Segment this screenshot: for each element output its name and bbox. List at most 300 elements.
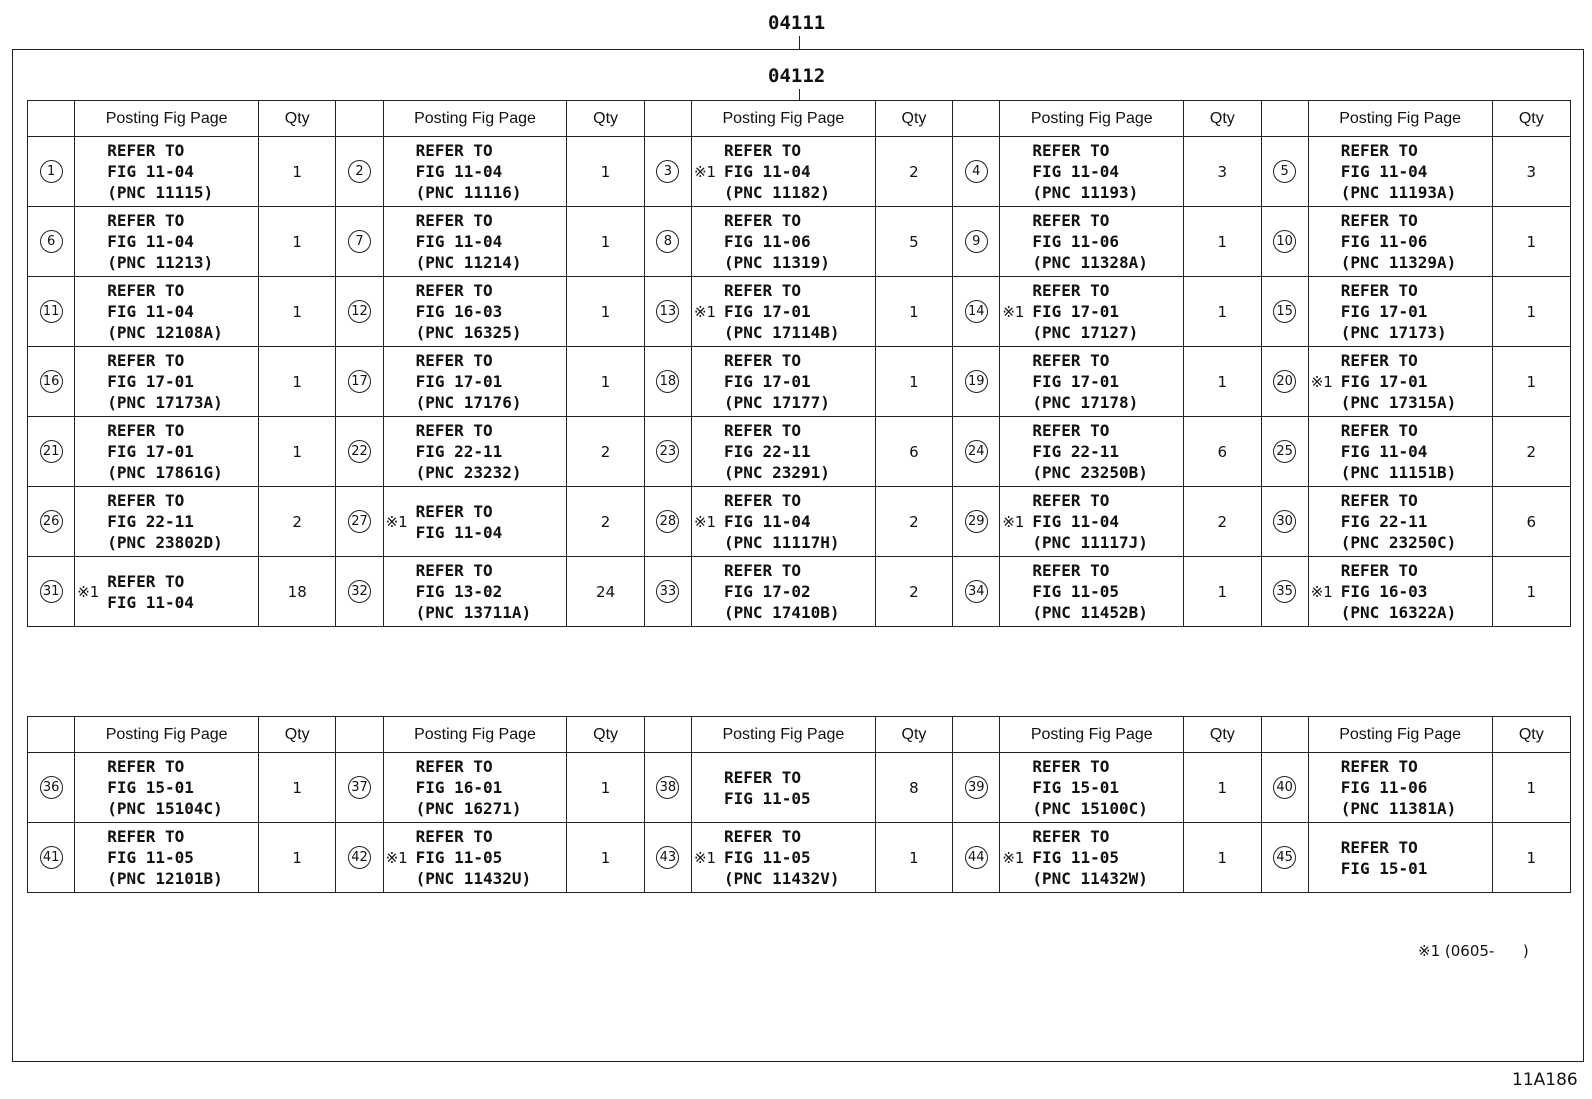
reference-text [1333, 280, 1447, 343]
qty-cell: 2 [875, 557, 952, 627]
reference-line: (PNC 23802D) [107, 533, 223, 552]
item-number-cell [644, 487, 691, 557]
reference-line: FIG 11-04 [107, 592, 194, 612]
item-number: 14 [965, 300, 988, 323]
posting-fig-page-cell [383, 277, 567, 347]
item-number: 35 [1273, 580, 1296, 603]
header-blank [1261, 101, 1308, 137]
qty-cell: 2 [875, 487, 952, 557]
header-posting-fig-page: Posting Fig Page [383, 101, 567, 137]
reference-line: REFER TO [1340, 421, 1418, 440]
item-number: 19 [965, 370, 988, 393]
reference-line: REFER TO [723, 827, 802, 846]
reference-text [716, 420, 830, 483]
reference-text [99, 140, 213, 203]
reference-line: (PNC 17173) [1340, 323, 1447, 342]
qty-cell: 8 [875, 753, 952, 823]
reference-text [1333, 210, 1457, 273]
qty-cell: 1 [1184, 823, 1261, 893]
reference-line: (PNC 11115) [107, 183, 214, 202]
reference-text [99, 826, 223, 889]
item-number: 33 [656, 580, 679, 603]
qty-cell: 1 [259, 753, 336, 823]
reference-text [1333, 350, 1457, 413]
reference-text [1024, 826, 1148, 889]
qty-cell: 1 [875, 277, 952, 347]
item-number: 2 [348, 160, 371, 183]
reference-line: (PNC 16325) [415, 323, 522, 342]
reference-line: (PNC 11117J) [1032, 533, 1148, 552]
reference-text [716, 560, 840, 623]
reference-line: REFER TO [723, 351, 802, 370]
reference-line: REFER TO [723, 141, 802, 160]
item-number-cell [1261, 753, 1308, 823]
reference-line: FIG 11-05 [723, 788, 811, 808]
item-number: 7 [348, 230, 371, 253]
reference-line: FIG 17-01 [723, 302, 811, 321]
posting-fig-page-cell [383, 823, 567, 893]
reference-line: FIG 11-05 [1032, 582, 1120, 601]
reference-text [408, 756, 522, 819]
reference-line: REFER TO [1340, 351, 1418, 370]
posting-fig-page-cell [75, 277, 259, 347]
reference-line: FIG 17-01 [415, 372, 503, 391]
header-blank [28, 101, 75, 137]
item-number: 5 [1273, 160, 1296, 183]
posting-fig-page-cell [383, 753, 567, 823]
item-number-cell [336, 277, 383, 347]
posting-fig-page-cell [1000, 823, 1184, 893]
reference-line: REFER TO [1032, 141, 1110, 160]
item-number: 17 [348, 370, 371, 393]
table-row [28, 137, 1571, 207]
posting-fig-page-cell [75, 753, 259, 823]
reference-line: FIG 11-05 [723, 848, 811, 867]
reference-line: REFER TO [1032, 757, 1110, 776]
item-number-cell [336, 347, 383, 417]
reference-line: (PNC 11116) [415, 183, 522, 202]
qty-cell: 1 [1184, 277, 1261, 347]
posting-fig-page-cell [383, 207, 567, 277]
footnote: ※1 (0605- ) [1418, 942, 1529, 960]
reference-line: FIG 11-06 [1340, 778, 1428, 797]
qty-cell: 1 [567, 207, 644, 277]
item-number-cell [953, 557, 1000, 627]
reference-text [716, 350, 830, 413]
reference-text [408, 826, 532, 889]
qty-cell: 1 [1492, 347, 1570, 417]
table-row [28, 277, 1571, 347]
item-number-cell [336, 207, 383, 277]
item-number: 6 [40, 230, 63, 253]
item-number: 27 [348, 510, 371, 533]
leader-line-04112 [799, 89, 800, 100]
reference-line: FIG 17-01 [1340, 372, 1428, 391]
item-number: 13 [656, 300, 679, 323]
posting-fig-page-cell [691, 137, 875, 207]
reference-text [1024, 420, 1148, 483]
item-number: 39 [965, 776, 988, 799]
posting-fig-page-cell [75, 137, 259, 207]
posting-fig-page-cell [75, 347, 259, 417]
table-row [28, 487, 1571, 557]
reference-line: (PNC 17173A) [107, 393, 223, 412]
posting-fig-page-cell [75, 417, 259, 487]
item-number-cell [644, 137, 691, 207]
posting-fig-page-cell [691, 557, 875, 627]
reference-line: (PNC 13711A) [415, 603, 532, 622]
reference-text [1333, 837, 1428, 879]
table-row [28, 207, 1571, 277]
item-number: 41 [40, 846, 63, 869]
reference-line: FIG 11-04 [723, 162, 811, 181]
posting-fig-page-cell [1308, 487, 1492, 557]
posting-fig-page-cell [691, 487, 875, 557]
reference-line: FIG 11-04 [107, 302, 194, 321]
reference-line: REFER TO [1032, 211, 1110, 230]
reference-line: (PNC 23250B) [1032, 463, 1148, 482]
reference-line: REFER TO [1032, 561, 1110, 580]
reference-text [99, 490, 223, 553]
note-mark: ※1 [693, 302, 717, 321]
reference-line: FIG 22-11 [1340, 512, 1428, 531]
reference-text [716, 490, 840, 553]
posting-fig-page-cell [1308, 347, 1492, 417]
item-number-cell [28, 137, 75, 207]
item-number: 38 [656, 776, 679, 799]
reference-line: REFER TO [415, 421, 493, 440]
reference-text [716, 826, 840, 889]
reference-line: FIG 11-04 [1340, 162, 1428, 181]
reference-line: (PNC 17114B) [723, 323, 840, 342]
item-number: 18 [656, 370, 679, 393]
item-number: 10 [1273, 230, 1296, 253]
item-number-cell [644, 347, 691, 417]
reference-text [99, 210, 213, 273]
qty-cell: 1 [567, 347, 644, 417]
label-04112: 04112 [768, 65, 826, 87]
reference-line: (PNC 11328A) [1032, 253, 1148, 272]
reference-line: (PNC 11151B) [1340, 463, 1457, 482]
qty-cell: 18 [259, 557, 336, 627]
reference-line: (PNC 11117H) [723, 533, 840, 552]
reference-line: FIG 22-11 [723, 442, 811, 461]
note-mark: ※1 [385, 512, 408, 531]
qty-cell: 1 [1184, 753, 1261, 823]
reference-line: (PNC 11214) [415, 253, 522, 272]
qty-cell: 1 [567, 277, 644, 347]
reference-line: FIG 11-06 [1032, 232, 1120, 251]
reference-line: (PNC 16322A) [1340, 603, 1457, 622]
reference-line: FIG 11-04 [1032, 512, 1120, 531]
item-number-cell [28, 347, 75, 417]
reference-line: FIG 13-02 [415, 582, 503, 601]
reference-line: FIG 11-04 [415, 522, 503, 542]
header-posting-fig-page: Posting Fig Page [75, 101, 259, 137]
reference-line: REFER TO [1340, 211, 1418, 230]
reference-line: FIG 11-04 [1340, 442, 1428, 461]
reference-line: REFER TO [723, 281, 802, 300]
reference-text [408, 420, 522, 483]
posting-fig-page-cell [691, 753, 875, 823]
reference-line: REFER TO [415, 827, 493, 846]
reference-text [408, 560, 532, 623]
item-number-cell [28, 207, 75, 277]
item-number-cell [1261, 137, 1308, 207]
header-qty: Qty [1184, 101, 1261, 137]
reference-line: FIG 16-01 [415, 778, 503, 797]
item-number-cell [336, 557, 383, 627]
posting-fig-page-cell [1000, 557, 1184, 627]
reference-line: (PNC 11193A) [1340, 183, 1457, 202]
reference-line: REFER TO [415, 281, 493, 300]
reference-line: (PNC 17176) [415, 393, 522, 412]
reference-line: (PNC 11193) [1032, 183, 1139, 202]
reference-line: FIG 11-04 [107, 232, 194, 251]
posting-fig-page-cell [1308, 137, 1492, 207]
item-number: 29 [965, 510, 988, 533]
reference-line: REFER TO [723, 421, 802, 440]
posting-fig-page-cell [1000, 753, 1184, 823]
posting-fig-page-cell [383, 137, 567, 207]
reference-line: (PNC 17178) [1032, 393, 1139, 412]
qty-cell: 1 [1492, 557, 1570, 627]
item-number: 34 [965, 580, 988, 603]
item-number: 42 [348, 846, 371, 869]
qty-cell: 1 [875, 347, 952, 417]
header-qty: Qty [1492, 717, 1570, 753]
posting-fig-page-cell [75, 823, 259, 893]
reference-text [408, 501, 503, 543]
posting-fig-page-cell [383, 557, 567, 627]
item-number: 15 [1273, 300, 1296, 323]
reference-line: REFER TO [107, 757, 185, 776]
reference-text [408, 140, 522, 203]
reference-text [1333, 560, 1457, 623]
reference-line: (PNC 11329A) [1340, 253, 1457, 272]
header-qty: Qty [875, 101, 952, 137]
reference-line: FIG 17-01 [1032, 302, 1120, 321]
note-mark: ※1 [693, 162, 717, 181]
reference-text [1333, 490, 1457, 553]
reference-line: REFER TO [1340, 757, 1418, 776]
reference-line: FIG 11-05 [107, 848, 194, 867]
header-blank [1261, 717, 1308, 753]
qty-cell: 1 [567, 823, 644, 893]
reference-line: REFER TO [723, 491, 802, 510]
reference-line: REFER TO [107, 421, 185, 440]
item-number-cell [28, 557, 75, 627]
item-number: 22 [348, 440, 371, 463]
qty-cell: 2 [875, 137, 952, 207]
reference-line: FIG 22-11 [107, 512, 194, 531]
header-blank [28, 717, 75, 753]
header-posting-fig-page: Posting Fig Page [1000, 101, 1184, 137]
table-row [28, 753, 1571, 823]
reference-text [408, 350, 522, 413]
header-posting-fig-page: Posting Fig Page [1308, 101, 1492, 137]
reference-line: FIG 11-04 [107, 162, 194, 181]
item-number: 23 [656, 440, 679, 463]
item-number: 16 [40, 370, 63, 393]
qty-cell: 1 [1492, 823, 1570, 893]
qty-cell: 1 [1492, 207, 1570, 277]
qty-cell: 5 [875, 207, 952, 277]
reference-line: FIG 11-05 [1032, 848, 1120, 867]
qty-cell: 1 [259, 347, 336, 417]
header-qty: Qty [1492, 101, 1570, 137]
table-row [28, 823, 1571, 893]
item-number-cell [644, 753, 691, 823]
qty-cell: 1 [875, 823, 952, 893]
qty-cell: 6 [1184, 417, 1261, 487]
qty-cell: 1 [567, 753, 644, 823]
reference-line: (PNC 17177) [723, 393, 830, 412]
reference-line: FIG 11-06 [1340, 232, 1428, 251]
reference-line: (PNC 11452B) [1032, 603, 1148, 622]
posting-fig-page-cell [1000, 137, 1184, 207]
posting-fig-page-cell [1308, 753, 1492, 823]
reference-line: REFER TO [1340, 281, 1418, 300]
reference-text [1024, 210, 1148, 273]
header-qty: Qty [259, 101, 336, 137]
reference-line: (PNC 17861G) [107, 463, 223, 482]
reference-line: (PNC 23232) [415, 463, 522, 482]
note-mark: ※1 [693, 512, 717, 531]
note-mark: ※1 [693, 848, 717, 867]
parts-table-2 [27, 716, 1571, 893]
label-04111: 04111 [768, 12, 826, 34]
item-number: 20 [1273, 370, 1296, 393]
reference-line: (PNC 23250C) [1340, 533, 1457, 552]
qty-cell: 3 [1492, 137, 1570, 207]
posting-fig-page-cell [1308, 557, 1492, 627]
qty-cell: 24 [567, 557, 644, 627]
reference-line: FIG 16-03 [415, 302, 503, 321]
reference-line: (PNC 11432U) [415, 869, 532, 888]
reference-text [99, 350, 223, 413]
header-posting-fig-page: Posting Fig Page [75, 717, 259, 753]
item-number-cell [28, 417, 75, 487]
reference-line: (PNC 17315A) [1340, 393, 1457, 412]
qty-cell: 1 [1184, 557, 1261, 627]
posting-fig-page-cell [1000, 347, 1184, 417]
item-number-cell [28, 823, 75, 893]
header-posting-fig-page: Posting Fig Page [691, 717, 875, 753]
item-number-cell [1261, 557, 1308, 627]
item-number-cell [644, 277, 691, 347]
reference-line: FIG 17-01 [1032, 372, 1120, 391]
item-number-cell [336, 487, 383, 557]
posting-fig-page-cell [1000, 487, 1184, 557]
header-posting-fig-page: Posting Fig Page [691, 101, 875, 137]
reference-line: REFER TO [107, 281, 185, 300]
item-number-cell [336, 137, 383, 207]
item-number: 43 [656, 846, 679, 869]
item-number: 9 [965, 230, 988, 253]
header-blank [953, 101, 1000, 137]
reference-line: REFER TO [107, 211, 185, 230]
qty-cell: 2 [1492, 417, 1570, 487]
posting-fig-page-cell [1000, 207, 1184, 277]
item-number: 45 [1273, 846, 1296, 869]
reference-line: FIG 11-04 [415, 162, 503, 181]
header-qty: Qty [567, 101, 644, 137]
note-mark: ※1 [1310, 582, 1333, 601]
reference-text [99, 280, 223, 343]
reference-text [1333, 756, 1457, 819]
reference-text [99, 571, 194, 613]
reference-line: FIG 17-01 [107, 372, 194, 391]
reference-line: (PNC 16271) [415, 799, 522, 818]
reference-line: REFER TO [1340, 837, 1418, 857]
item-number-cell [336, 823, 383, 893]
header-qty: Qty [259, 717, 336, 753]
reference-text [1333, 140, 1457, 203]
header-row [28, 717, 1571, 753]
posting-fig-page-cell [383, 347, 567, 417]
reference-line: REFER TO [415, 351, 493, 370]
item-number-cell [644, 417, 691, 487]
qty-cell: 1 [259, 823, 336, 893]
item-number-cell [644, 207, 691, 277]
item-number: 36 [40, 776, 63, 799]
reference-line: (PNC 12108A) [107, 323, 223, 342]
table-row [28, 557, 1571, 627]
qty-cell: 1 [567, 137, 644, 207]
note-mark: ※1 [1002, 512, 1025, 531]
reference-line: FIG 11-04 [1032, 162, 1120, 181]
reference-line: FIG 17-01 [107, 442, 194, 461]
reference-text [1024, 280, 1138, 343]
reference-line: REFER TO [1032, 351, 1110, 370]
reference-line: (PNC 11319) [723, 253, 830, 272]
qty-cell: 6 [875, 417, 952, 487]
reference-line: FIG 17-01 [723, 372, 811, 391]
reference-text [1024, 490, 1148, 553]
reference-line: REFER TO [723, 767, 802, 787]
reference-text [99, 756, 223, 819]
reference-line: FIG 11-06 [723, 232, 811, 251]
item-number-cell [1261, 487, 1308, 557]
item-number-cell [1261, 823, 1308, 893]
reference-line: (PNC 17127) [1032, 323, 1139, 342]
item-number: 3 [656, 160, 679, 183]
item-number: 21 [40, 440, 63, 463]
header-blank [644, 717, 691, 753]
reference-line: REFER TO [107, 141, 185, 160]
reference-line: FIG 22-11 [1032, 442, 1120, 461]
reference-line: REFER TO [1340, 561, 1418, 580]
item-number-cell [1261, 417, 1308, 487]
header-posting-fig-page: Posting Fig Page [1308, 717, 1492, 753]
qty-cell: 2 [567, 417, 644, 487]
reference-line: FIG 15-01 [1340, 858, 1428, 878]
reference-line: REFER TO [1032, 281, 1110, 300]
leader-line-04111 [799, 36, 800, 49]
header-qty: Qty [1184, 717, 1261, 753]
reference-text [408, 280, 522, 343]
item-number-cell [1261, 277, 1308, 347]
item-number-cell [953, 487, 1000, 557]
reference-line: REFER TO [1340, 141, 1418, 160]
reference-text [716, 280, 840, 343]
reference-line: REFER TO [107, 571, 185, 591]
reference-line: REFER TO [1032, 491, 1110, 510]
reference-line: REFER TO [415, 211, 493, 230]
note-mark: ※1 [1310, 372, 1333, 391]
qty-cell: 1 [259, 417, 336, 487]
